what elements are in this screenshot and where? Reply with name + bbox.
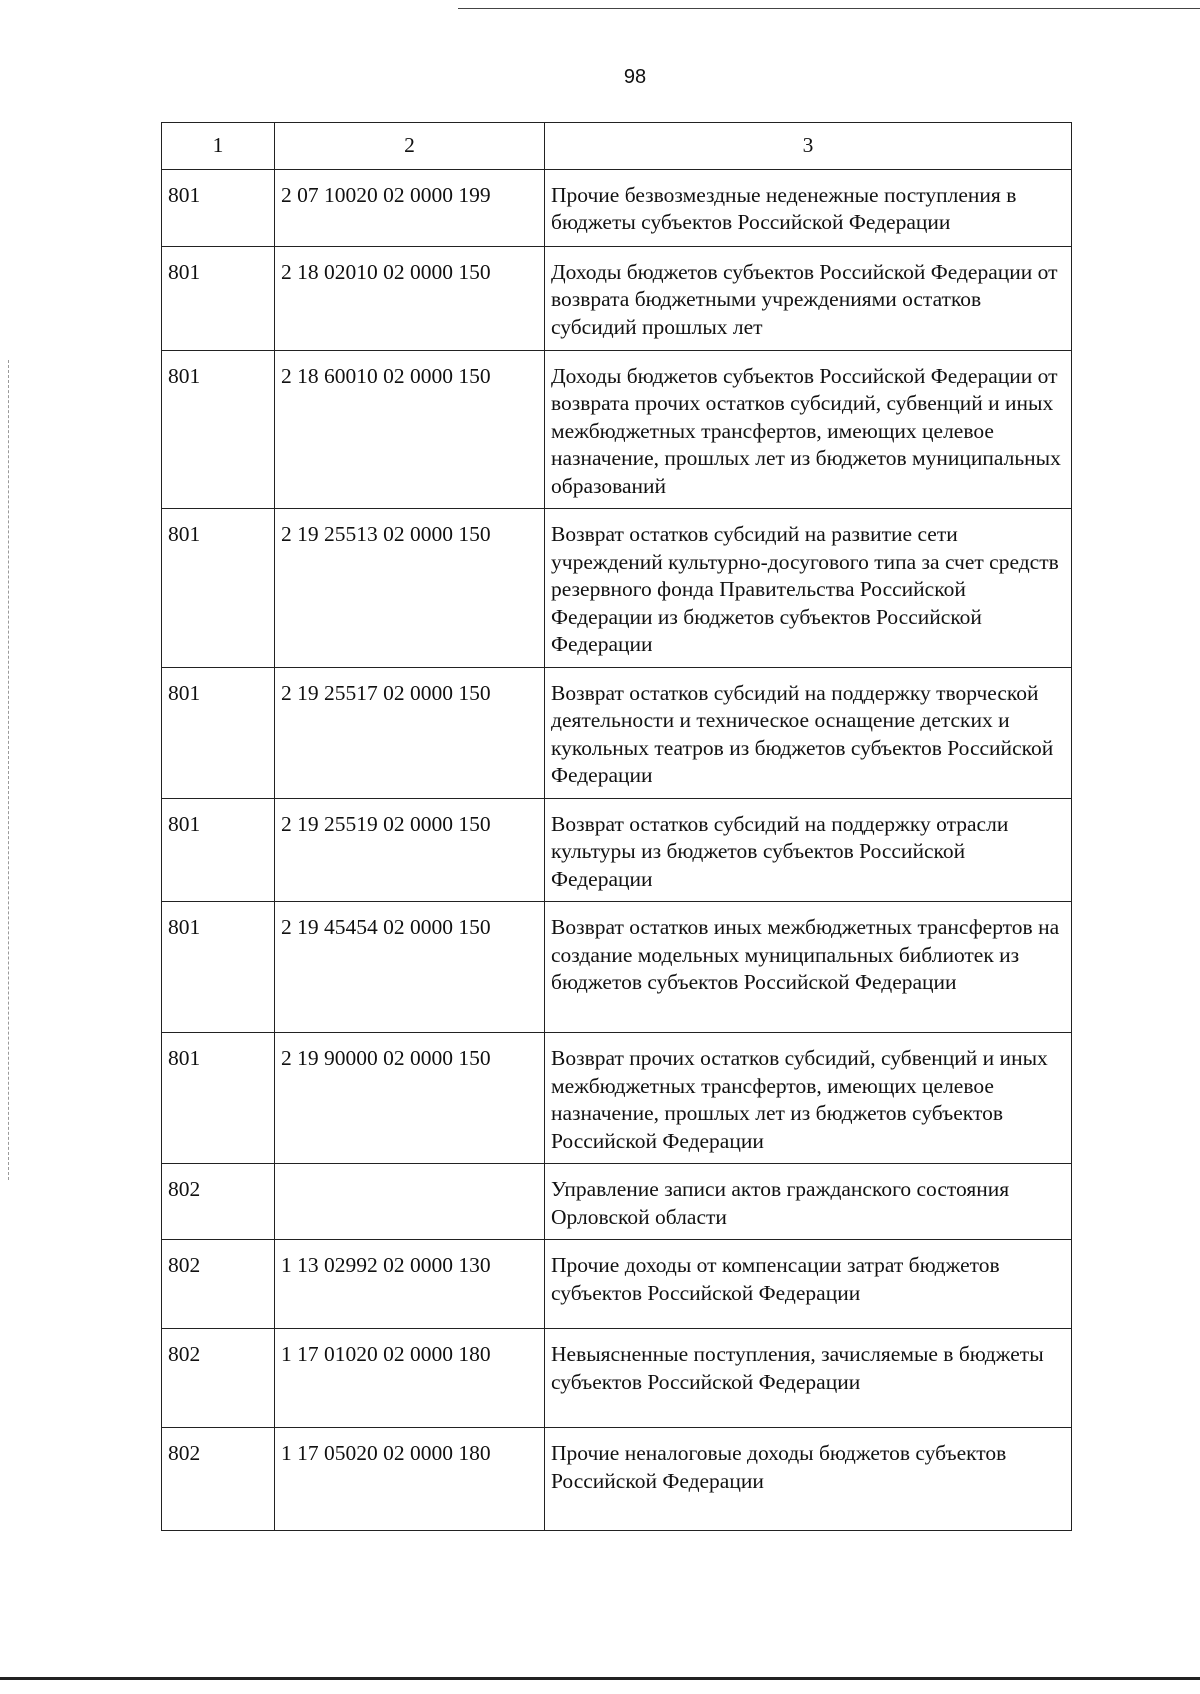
revenue-name-cell: Возврат остатков субсидий на поддержку отрасли культуры из бюджетов субъектов Российской Федерации — [545, 798, 1072, 902]
column-header-3: 3 — [545, 123, 1072, 170]
revenue-name-cell: Доходы бюджетов субъектов Российской Федерации от возврата прочих остатков субсидий, субвенций и иных межбюджетных трансфертов, имеющих целевое назначение, прошлых лет из бюджетов муниципальных образований — [545, 350, 1072, 509]
revenue-name-cell: Возврат остатков субсидий на развитие сети учреждений культурно-досугового типа за счет средств резервного фонда Правительства Российской Федерации из бюджетов субъектов Российской Федерации — [545, 509, 1072, 668]
admin-code-cell: 801 — [162, 169, 275, 246]
admin-code-cell: 801 — [162, 667, 275, 798]
admin-code-cell: 801 — [162, 798, 275, 902]
revenue-code-cell: 2 19 25519 02 0000 150 — [275, 798, 545, 902]
revenue-code-cell: 1 13 02992 02 0000 130 — [275, 1240, 545, 1329]
revenue-code-cell: 2 18 60010 02 0000 150 — [275, 350, 545, 509]
table-row — [162, 1329, 1072, 1428]
table-row — [162, 902, 1072, 1033]
admin-code-cell: 801 — [162, 509, 275, 668]
admin-code-cell: 801 — [162, 1033, 275, 1164]
revenue-codes-table — [161, 122, 1072, 1531]
table-row — [162, 667, 1072, 798]
revenue-name-cell: Невыясненные поступления, зачисляемые в бюджеты субъектов Российской Федерации — [545, 1329, 1072, 1428]
table-row — [162, 1164, 1072, 1240]
revenue-code-cell: 2 19 90000 02 0000 150 — [275, 1033, 545, 1164]
admin-code-cell: 801 — [162, 350, 275, 509]
page-number: 98 — [623, 66, 647, 88]
table-row — [162, 1240, 1072, 1329]
scan-edge-line-top — [458, 8, 1200, 9]
revenue-name-cell: Прочие безвозмездные неденежные поступления в бюджеты субъектов Российской Федерации — [545, 169, 1072, 246]
revenue-name-cell: Возврат остатков субсидий на поддержку творческой деятельности и техническое оснащение детских и кукольных театров из бюджетов субъектов Российской Федерации — [545, 667, 1072, 798]
revenue-name-cell: Доходы бюджетов субъектов Российской Федерации от возврата бюджетными учреждениями остатков субсидий прошлых лет — [545, 246, 1072, 350]
admin-code-cell: 802 — [162, 1240, 275, 1329]
revenue-code-cell: 1 17 01020 02 0000 180 — [275, 1329, 545, 1428]
admin-code-cell: 802 — [162, 1428, 275, 1531]
revenue-code-cell — [275, 1164, 545, 1240]
table-header-row — [162, 123, 1072, 170]
revenue-name-cell: Прочие доходы от компенсации затрат бюджетов субъектов Российской Федерации — [545, 1240, 1072, 1329]
revenue-name-cell: Прочие неналоговые доходы бюджетов субъектов Российской Федерации — [545, 1428, 1072, 1531]
revenue-code-cell: 2 19 25513 02 0000 150 — [275, 509, 545, 668]
table-row — [162, 169, 1072, 246]
admin-code-cell: 802 — [162, 1164, 275, 1240]
admin-code-cell: 801 — [162, 246, 275, 350]
revenue-code-cell: 1 17 05020 02 0000 180 — [275, 1428, 545, 1531]
scan-edge-line-bottom — [0, 1677, 1200, 1680]
scan-edge-mark-left — [8, 360, 9, 1180]
table-row — [162, 350, 1072, 509]
column-header-1: 1 — [162, 123, 275, 170]
revenue-name-cell: Управление записи актов гражданского состояния Орловской области — [545, 1164, 1072, 1240]
revenue-code-cell: 2 19 25517 02 0000 150 — [275, 667, 545, 798]
table-row — [162, 1428, 1072, 1531]
revenue-code-cell: 2 19 45454 02 0000 150 — [275, 902, 545, 1033]
table-row — [162, 798, 1072, 902]
revenue-code-cell: 2 18 02010 02 0000 150 — [275, 246, 545, 350]
column-header-2: 2 — [275, 123, 545, 170]
table-row — [162, 1033, 1072, 1164]
admin-code-cell: 801 — [162, 902, 275, 1033]
revenue-name-cell: Возврат остатков иных межбюджетных трансфертов на создание модельных муниципальных библиотек из бюджетов субъектов Российской Федерации — [545, 902, 1072, 1033]
revenue-code-cell: 2 07 10020 02 0000 199 — [275, 169, 545, 246]
admin-code-cell: 802 — [162, 1329, 275, 1428]
table-row — [162, 246, 1072, 350]
revenue-name-cell: Возврат прочих остатков субсидий, субвенций и иных межбюджетных трансфертов, имеющих целевое назначение, прошлых лет из бюджетов субъектов Российской Федерации — [545, 1033, 1072, 1164]
table-row — [162, 509, 1072, 668]
